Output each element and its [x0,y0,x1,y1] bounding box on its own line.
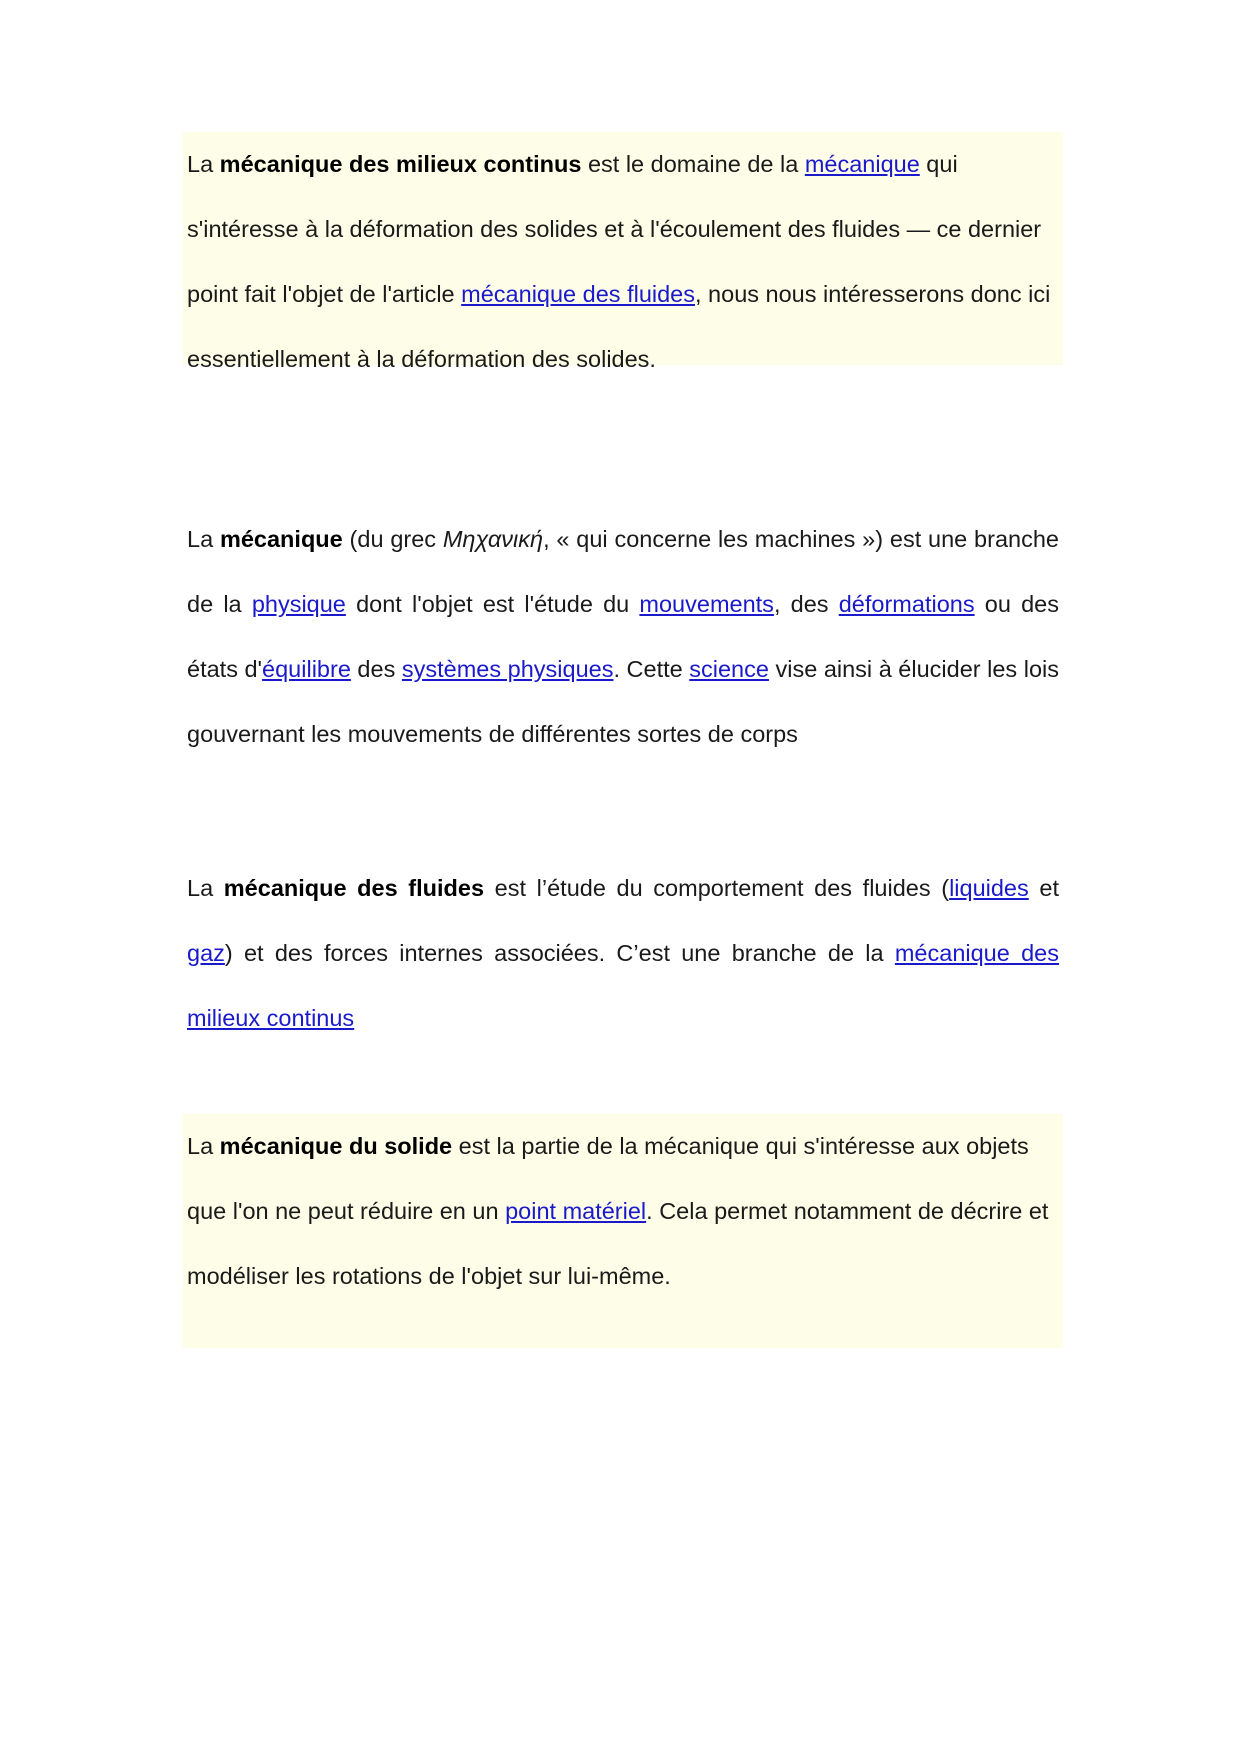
link-deformations[interactable]: déformations [838,591,975,617]
paragraph-mecanique-des-fluides [183,856,1063,1051]
link-mouvements[interactable]: mouvements [639,591,774,617]
greek-word: Μηχανική [442,526,544,552]
link-mecanique-des-fluides[interactable]: mécanique des fluides [461,281,695,307]
paragraph-mecanique [183,507,1063,767]
paragraph-milieux-continus [183,132,1063,372]
text: ) et des forces internes associées. C’est une branche de la [224,940,895,966]
bold-term: mécanique des milieux continus [219,151,582,177]
text: La [187,526,220,552]
link-mecanique[interactable]: mécanique [804,151,920,177]
text: est le domaine de la [581,151,805,177]
text: La [187,1133,220,1159]
text: . Cela permet notamment de décrire et modéliser les rotations de l'objet sur lui-même. [187,1198,1049,1289]
text: et [1028,875,1059,901]
text: dont l'objet est l'étude du [345,591,640,617]
link-point-materiel[interactable]: point matériel [505,1198,647,1224]
text: est la partie de la mécanique qui s'intéresse aux objets que l'on ne peut réduire en un [187,1133,1029,1224]
text: vise ainsi à élucider les lois gouvernant les mouvements de différentes sortes de corps [187,656,1059,747]
text: qui s'intéresse à la déformation des solides et à l'écoulement des fluides — ce dernier point fait l'objet de l'article [187,151,1042,307]
text: (du grec [342,526,443,552]
link-gaz[interactable]: gaz [187,940,225,966]
bold-term: mécanique [219,526,343,552]
text: , nous nous intéresserons donc ici essentiellement à la déformation des solides. [187,281,1051,372]
link-science[interactable]: science [689,656,769,682]
bold-term: mécanique des fluides [223,875,485,901]
link-systemes-physiques[interactable]: systèmes physiques [401,656,614,682]
link-physique[interactable]: physique [251,591,346,617]
paragraph-mecanique-du-solide [183,1114,1063,1348]
link-mecanique-des-milieux-continus[interactable]: mécanique des milieux continus [187,940,1059,1031]
bold-term: mécanique du solide [219,1133,453,1159]
text: ou des états d' [187,591,1059,682]
link-liquides[interactable]: liquides [949,875,1029,901]
text: . Cette [613,656,690,682]
text: , « qui concerne les machines ») est une branche de la [187,526,1059,617]
link-equilibre[interactable]: équilibre [262,656,351,682]
text: La [187,151,220,177]
text: des [350,656,402,682]
text: est l’étude du comportement des fluides ( [484,875,950,901]
text: La [187,875,224,901]
text: , des [773,591,839,617]
